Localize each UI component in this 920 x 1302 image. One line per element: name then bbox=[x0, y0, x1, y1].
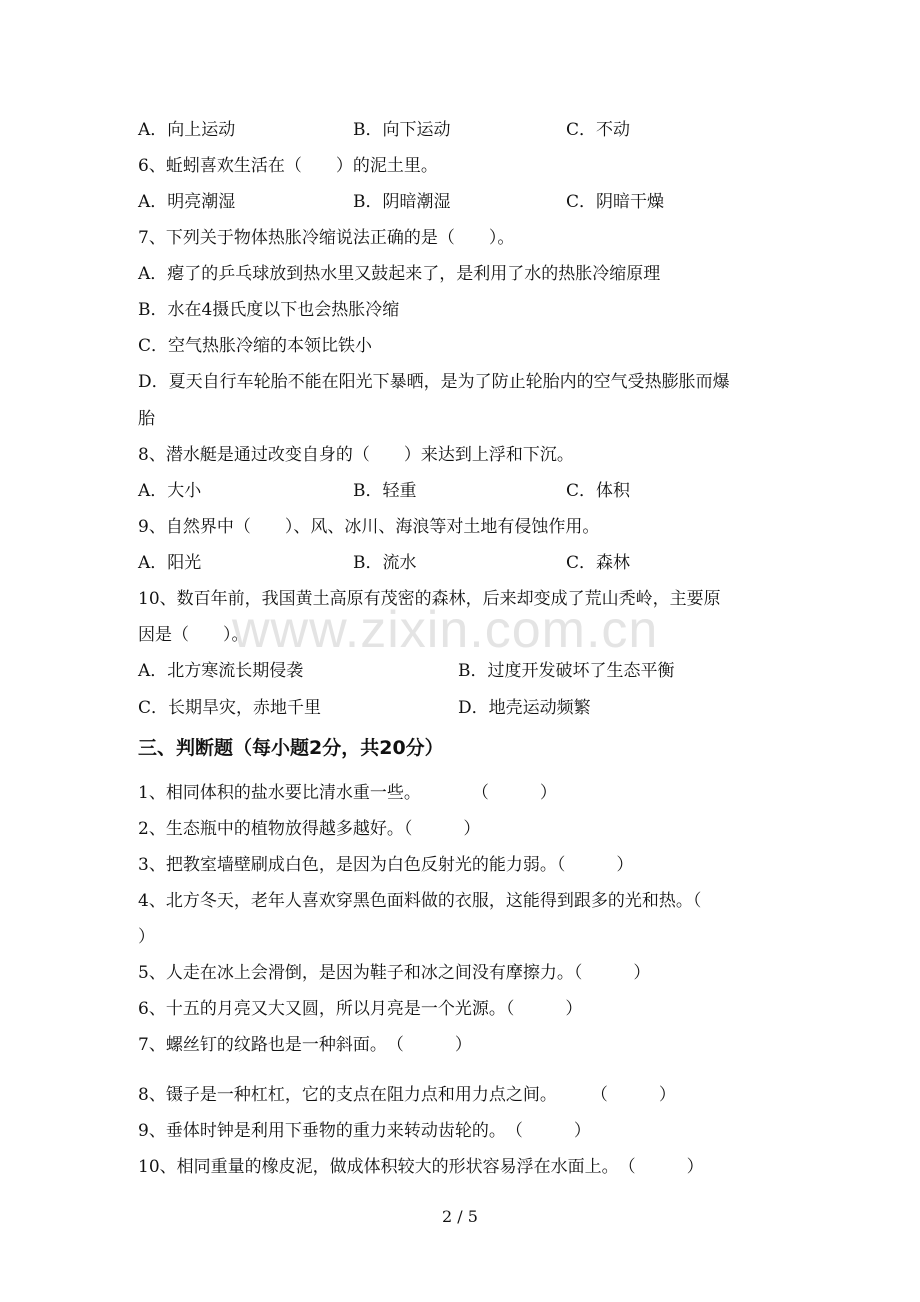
q5-option-a: A．向上运动 bbox=[138, 120, 236, 140]
q6-stem: 6、蚯蚓喜欢生活在（ ）的泥土里。 bbox=[138, 156, 438, 176]
q10-stem-line2: 因是（ ）。 bbox=[138, 625, 249, 645]
q10-option-d: D．地壳运动频繁 bbox=[458, 698, 591, 718]
judge-item-3: 3、把教室墙壁刷成白色，是因为白色反射光的能力弱。（ ） bbox=[138, 855, 634, 875]
watermark: www.zixin.com.cn bbox=[232, 601, 659, 659]
page-number: 2 / 5 bbox=[442, 1207, 478, 1226]
q9-option-b: B．流水 bbox=[353, 553, 417, 573]
q7-option-d-continued: 胎 bbox=[138, 409, 155, 429]
q7-option-d: D．夏天自行车轮胎不能在阳光下暴晒，是为了防止轮胎内的空气受热膨胀而爆 bbox=[138, 372, 730, 392]
judge-item-9: 9、垂体时钟是利用下垂物的重力来转动齿轮的。 （ ） bbox=[138, 1121, 591, 1141]
q9-stem: 9、自然界中（ ）、风、冰川、海浪等对土地有侵蚀作用。 bbox=[138, 517, 600, 537]
q9-option-c: C．森林 bbox=[566, 553, 631, 573]
section-3-title: 三、判断题（每小题2分，共20分） bbox=[138, 737, 444, 759]
q6-option-a: A．明亮潮湿 bbox=[138, 192, 236, 212]
judge-item-4: 4、北方冬天，老年人喜欢穿黑色面料做的衣服，这能得到跟多的光和热。（ bbox=[138, 891, 702, 911]
judge-item-4-continued: ） bbox=[138, 927, 155, 947]
q10-option-a: A．北方寒流长期侵袭 bbox=[138, 661, 304, 681]
q7-option-a: A．瘪了的乒乓球放到热水里又鼓起来了，是利用了水的热胀冷缩原理 bbox=[138, 264, 661, 284]
q8-option-b: B．轻重 bbox=[353, 481, 417, 501]
q7-option-c: C．空气热胀冷缩的本领比铁小 bbox=[138, 336, 373, 356]
judge-item-8: 8、镊子是一种杠杠，它的支点在阻力点和用力点之间。 （ ） bbox=[138, 1085, 676, 1105]
q10-option-b: B．过度开发破坏了生态平衡 bbox=[458, 661, 675, 681]
judge-item-7: 7、螺丝钉的纹路也是一种斜面。 （ ） bbox=[138, 1035, 472, 1055]
q7-stem: 7、下列关于物体热胀冷缩说法正确的是（ ）。 bbox=[138, 228, 515, 248]
q9-option-a: A．阳光 bbox=[138, 553, 202, 573]
q10-stem-line1: 10、数百年前，我国黄土高原有茂密的森林，后来却变成了荒山秃岭，主要原 bbox=[138, 589, 721, 609]
q5-option-c: C．不动 bbox=[566, 120, 631, 140]
q7-option-b: B．水在4摄氏度以下也会热胀冷缩 bbox=[138, 300, 400, 320]
judge-item-5: 5、人走在冰上会滑倒，是因为鞋子和冰之间没有摩擦力。（ ） bbox=[138, 963, 651, 983]
q10-option-c: C．长期旱灾，赤地千里 bbox=[138, 698, 322, 718]
judge-item-10: 10、相同重量的橡皮泥，做成体积较大的形状容易浮在水面上。 （ ） bbox=[138, 1157, 704, 1177]
judge-item-6: 6、十五的月亮又大又圆，所以月亮是一个光源。（ ） bbox=[138, 999, 583, 1019]
q5-option-b: B．向下运动 bbox=[353, 120, 451, 140]
q8-option-a: A．大小 bbox=[138, 481, 202, 501]
judge-item-2: 2、生态瓶中的植物放得越多越好。（ ） bbox=[138, 819, 481, 839]
q8-stem: 8、潜水艇是通过改变自身的（ ）来达到上浮和下沉。 bbox=[138, 445, 574, 465]
q6-option-c: C．阴暗干燥 bbox=[566, 192, 665, 212]
q8-option-c: C．体积 bbox=[566, 481, 631, 501]
q6-option-b: B．阴暗潮湿 bbox=[353, 192, 451, 212]
judge-item-1: 1、相同体积的盐水要比清水重一些。 （ ） bbox=[138, 783, 557, 803]
